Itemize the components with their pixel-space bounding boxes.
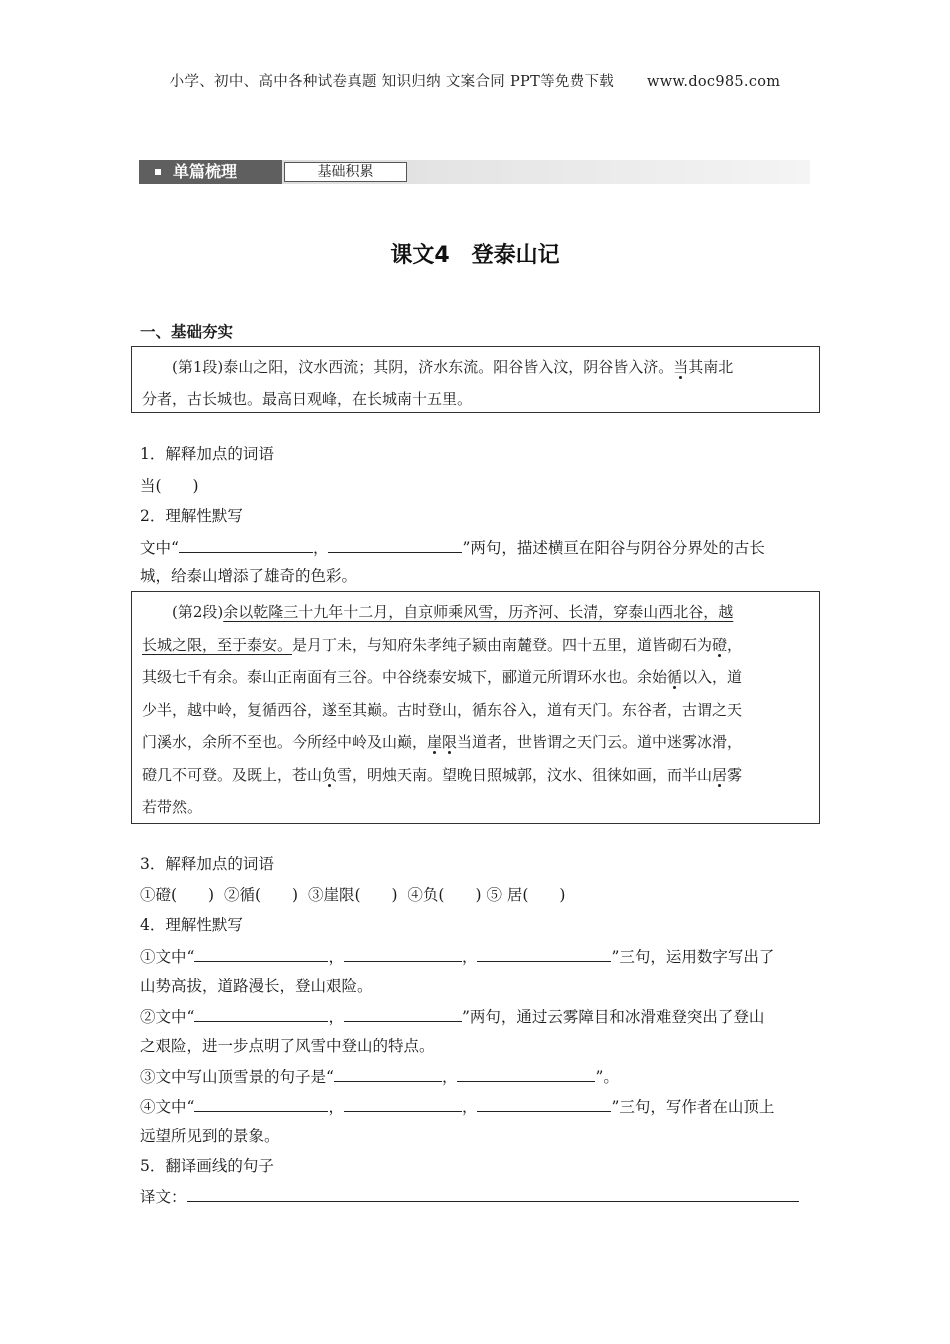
q5-answer <box>140 1186 812 1207</box>
q4-s3 <box>140 1066 812 1087</box>
passage-1-text <box>142 351 809 383</box>
dotted-char-ju: 居 <box>712 765 728 784</box>
q2-line1 <box>140 537 812 558</box>
q1-item: 当( ) <box>140 477 199 495</box>
blank-input[interactable] <box>477 1096 611 1112</box>
passage-2-line3-a: 其级七千有余。泰山正南面有三谷。中谷绕泰安城下，郦道元所谓环水也。余始 <box>142 668 668 686</box>
q3-item: ②循( ) <box>223 886 299 904</box>
passage-1-box <box>131 346 820 413</box>
q3-item: ③崖限( ) <box>307 886 398 904</box>
passage-2-line4: 少半，越中岭，复循西谷，遂至其巅。古时登山，循东谷入，道有天门。东谷者，古谓之天 <box>142 700 743 719</box>
section1-heading: 一、基础夯实 <box>140 323 234 341</box>
passage-2-line2 <box>142 629 809 662</box>
q4-sep: ， <box>328 1098 344 1116</box>
passage-2-line6-b: 雪，明烛天南。望晚日照城郭，汶水、徂徕如画，而半山 <box>337 765 713 784</box>
passage-2-line2-a: 是月丁未，与知府朱孝纯子颍由南麓登。四十五里，道皆砌石为 <box>292 635 713 654</box>
q4-s2-suffix: ”两句，通过云雾障目和冰滑难登突出了登山 <box>461 1008 765 1026</box>
blank-input[interactable] <box>328 537 462 553</box>
q4-sep: ， <box>461 1098 478 1116</box>
passage-2-line6 <box>142 759 809 792</box>
passage-2-line6-a: 磴几不可登。及既上，苍山 <box>142 765 323 784</box>
q3-item: ①磴( ) <box>140 886 215 904</box>
blank-input[interactable] <box>344 1096 462 1112</box>
section-bar <box>139 160 810 184</box>
blank-input[interactable] <box>194 946 328 962</box>
q4-sep: ， <box>328 1008 344 1026</box>
passage-2-label: (第2段) <box>172 603 224 621</box>
passage-2-line3-b: 以入，道 <box>682 668 743 686</box>
q2-line2: 城，给泰山增添了雄奇的色彩。 <box>140 567 358 585</box>
dotted-char-ya: 崖 <box>427 733 443 751</box>
q4-s4-prefix: ④文中“ <box>140 1098 195 1116</box>
passage-2-line7: 若带然。 <box>142 798 203 816</box>
q4-s4-suffix: ”三句，写作者在山顶上 <box>611 1098 775 1116</box>
header-note-text: 小学、初中、高中各种试卷真题 知识归纳 文案合同 PPT等免费下载 <box>169 74 615 90</box>
header-note <box>0 70 950 91</box>
passage-1-line1: 泰山之阳，汶水西流；其阴，济水东流。阳谷皆入汶，阴谷皆入济。 <box>223 358 674 376</box>
q4-s1-suffix: ”三句，运用数字写出了 <box>611 948 775 966</box>
passage-2-line2-b: ， <box>727 635 743 654</box>
q4-sep: ， <box>328 948 344 966</box>
dotted-char-xian: 限 <box>442 733 458 751</box>
square-bullet-icon <box>155 169 161 175</box>
passage-1-line1-end: 其南北 <box>688 358 734 376</box>
section-bar-primary-label: 单篇梳理 <box>173 162 238 181</box>
q4-s2 <box>140 1006 812 1027</box>
q2-sep: ， <box>312 539 329 557</box>
q4-s1-prefix: ①文中“ <box>140 948 195 966</box>
blank-input[interactable] <box>344 1006 462 1022</box>
q4-sep: ， <box>441 1068 458 1086</box>
q2-prefix: 文中“ <box>140 539 179 557</box>
q4-s3-prefix: ③文中写山顶雪景的句子是“ <box>140 1068 334 1086</box>
passage-2-box <box>131 591 820 824</box>
passage-2-line5-b: 当道者，世皆谓之天门云。道中迷雾冰滑， <box>457 733 743 751</box>
q4-title: 4．理解性默写 <box>140 916 243 934</box>
header-note-url[interactable]: www.doc985.com <box>647 74 781 90</box>
passage-1-line2: 分者，古长城也。最高日观峰，在长城南十五里。 <box>142 390 473 408</box>
blank-input[interactable] <box>194 1006 328 1022</box>
q2-title: 2．理解性默写 <box>140 507 243 525</box>
passage-2-line6-c: 雾 <box>727 765 743 784</box>
passage-1-label: (第1段) <box>172 358 224 376</box>
section-bar-secondary: 基础积累 <box>284 162 407 182</box>
q4-s1 <box>140 946 812 967</box>
blank-input[interactable] <box>179 537 313 553</box>
q3-items <box>140 885 812 905</box>
dotted-char-deng: 磴 <box>712 635 728 654</box>
q1-title: 1．解释加点的词语 <box>140 445 274 463</box>
passage-2-line3 <box>142 661 809 694</box>
page-title: 课文4 登泰山记 <box>390 243 560 268</box>
blank-input[interactable] <box>344 946 462 962</box>
passage-2-line1 <box>142 596 809 629</box>
translation-input[interactable] <box>187 1186 799 1202</box>
underlined-sentence-end: 长城之限，至于泰安。 <box>142 635 293 654</box>
q3-item: ④负( ) <box>407 886 482 904</box>
q4-sep: ， <box>461 948 478 966</box>
blank-input[interactable] <box>194 1096 328 1112</box>
blank-input[interactable] <box>477 946 611 962</box>
section-bar-primary <box>139 160 282 184</box>
q4-s2-prefix: ②文中“ <box>140 1008 195 1026</box>
dotted-char-fu: 负 <box>322 765 338 784</box>
passage-2-line5 <box>142 726 809 759</box>
dotted-char-dang: 当 <box>673 358 689 376</box>
q5-title: 5．翻译画线的句子 <box>140 1157 274 1175</box>
blank-input[interactable] <box>457 1066 595 1082</box>
q4-s4-line2: 远望所见到的景象。 <box>140 1127 280 1145</box>
q2-suffix: ”两句，描述横亘在阳谷与阴谷分界处的古长 <box>462 539 765 557</box>
q3-item: ⑤ 居( ) <box>486 886 566 904</box>
q4-s2-line2: 之艰险，进一步点明了风雪中登山的特点。 <box>140 1037 435 1055</box>
q4-s1-line2: 山势高拔，道路漫长，登山艰险。 <box>140 977 373 995</box>
passage-2-line5-a: 门溪水，余所不至也。今所经中岭及山巅， <box>142 733 428 751</box>
q5-answer-label: 译文： <box>140 1188 187 1206</box>
q4-s3-suffix: ”。 <box>595 1068 619 1086</box>
q4-s4 <box>140 1096 812 1117</box>
blank-input[interactable] <box>334 1066 442 1082</box>
dotted-char-xun: 循 <box>667 668 683 686</box>
q3-title: 3．解释加点的词语 <box>140 855 274 873</box>
underlined-sentence: 余以乾隆三十九年十二月，自京师乘风雪，历齐河、长清，穿泰山西北谷，越 <box>223 603 734 621</box>
